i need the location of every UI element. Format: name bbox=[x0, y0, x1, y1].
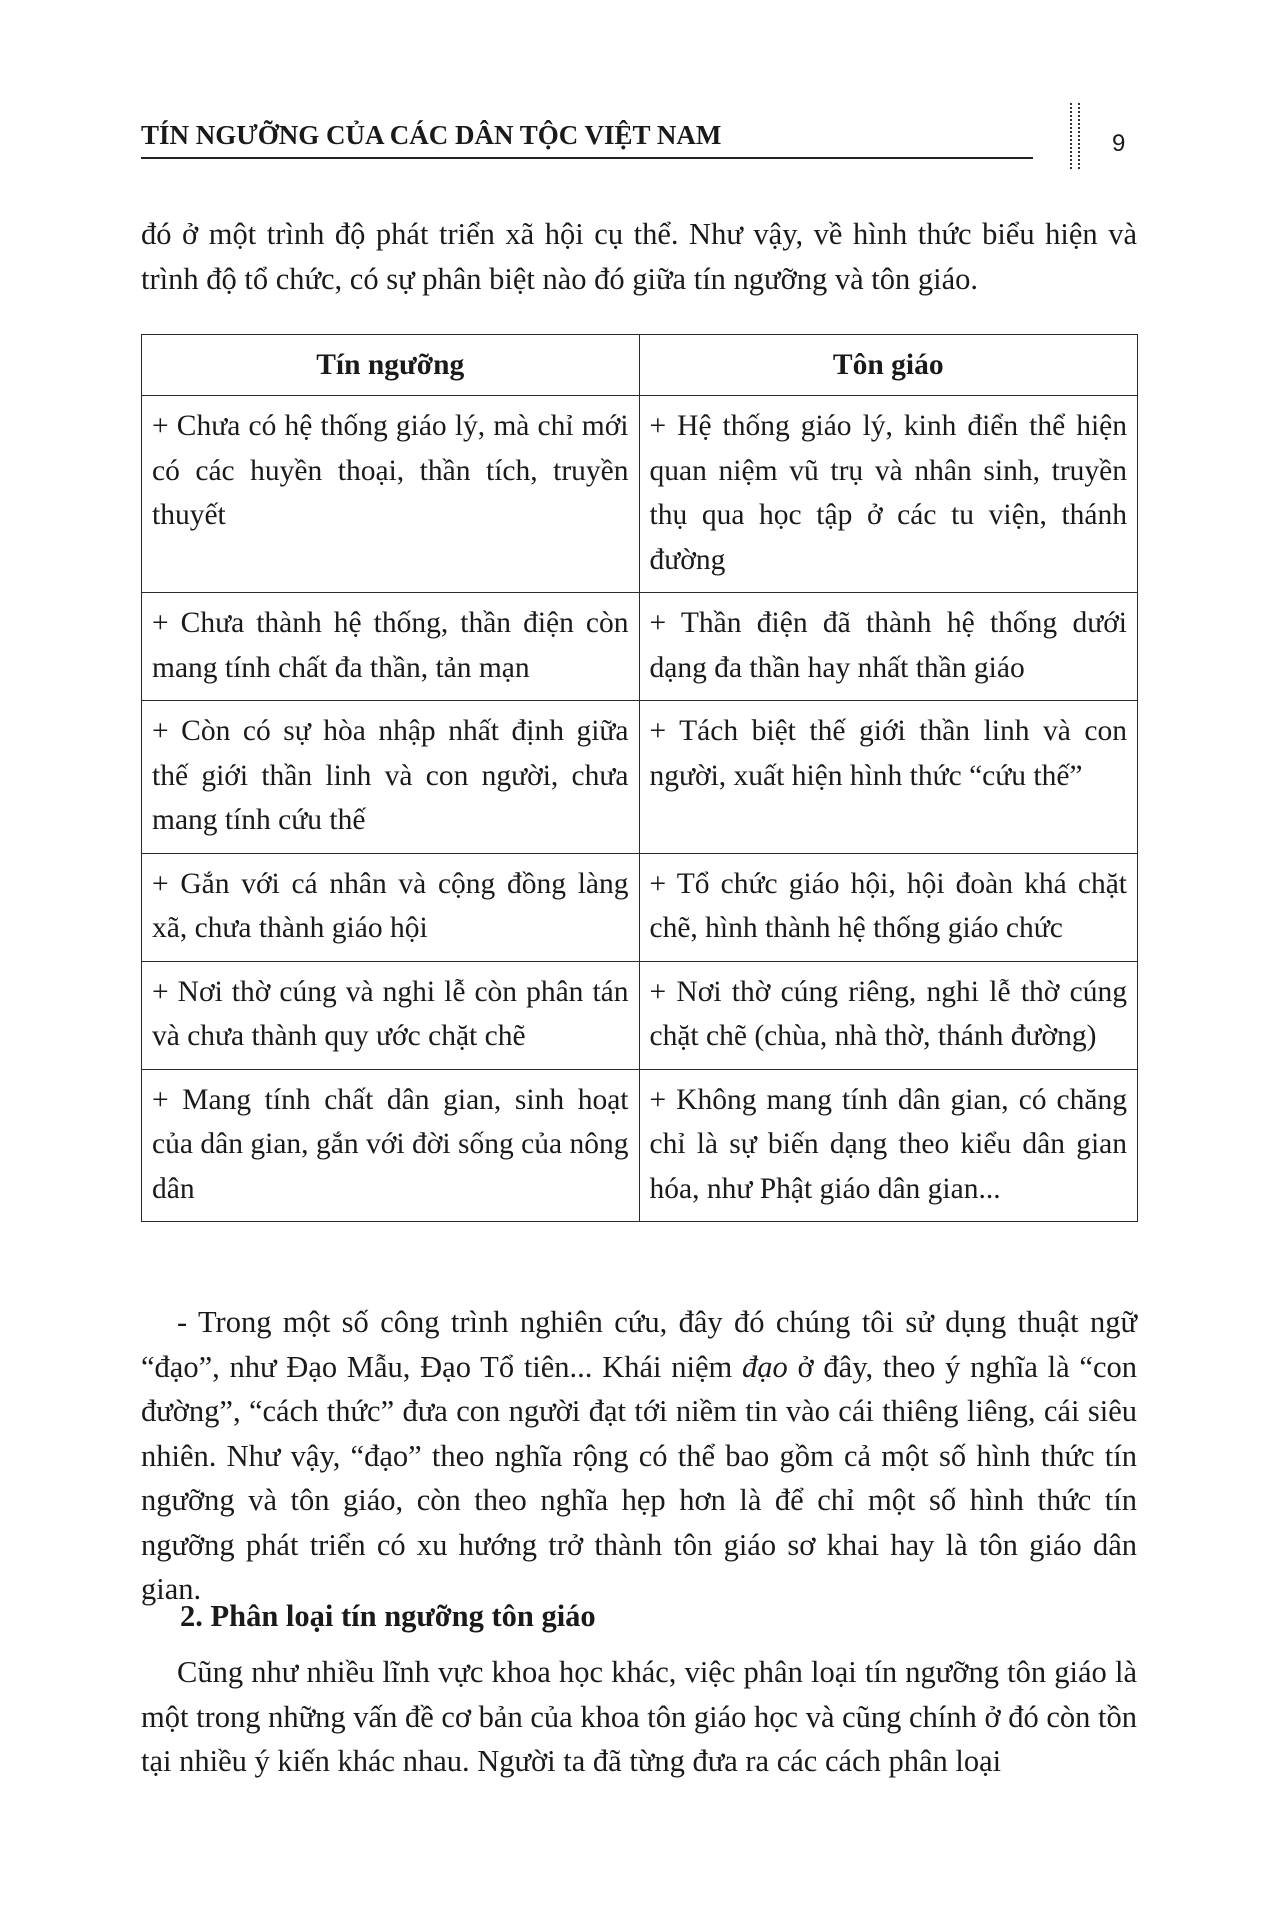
table-row bbox=[142, 1069, 1138, 1222]
table-cell-ton-giao: + Hệ thống giáo lý, kinh điển thể hiện quan niệm vũ trụ và nhân sinh, truyền thụ qua học tập ở các tu viện, thánh đường bbox=[639, 396, 1138, 593]
table-row bbox=[142, 961, 1138, 1069]
table-cell-ton-giao: + Tách biệt thế giới thần linh và con người, xuất hiện hình thức “cứu thế” bbox=[639, 701, 1138, 854]
header-rule bbox=[141, 157, 1033, 159]
intro-paragraph: đó ở một trình độ phát triển xã hội cụ thể. Như vậy, về hình thức biểu hiện và trình độ tổ chức, có sự phân biệt nào đó giữa tín ngưỡng và tôn giáo. bbox=[141, 217, 1137, 296]
table-row bbox=[142, 853, 1138, 961]
table-cell-tin-nguong: + Nơi thờ cúng và nghi lễ còn phân tán và chưa thành quy ước chặt chẽ bbox=[142, 961, 640, 1069]
table-header-row bbox=[142, 335, 1138, 396]
table-cell-tin-nguong: + Gắn với cá nhân và cộng đồng làng xã, chưa thành giáo hội bbox=[142, 853, 640, 961]
dao-paragraph-end: ở đây, theo ý nghĩa là “con đường”, “cách thức” đưa con người đạt tới niềm tin vào cái thiêng liêng, cái siêu nhiên. Như vậy, “đạo” theo nghĩa rộng có thể bao gồm cả một số hình thức tín ngưỡng và tôn giáo, còn theo nghĩa hẹp hơn là để chỉ một số hình thức tín ngưỡng phát triển có xu hướng trở thành tôn giáo sơ khai hay là tôn giáo dân gian. bbox=[141, 1349, 1138, 1606]
section-paragraph: Cũng như nhiều lĩnh vực khoa học khác, việc phân loại tín ngưỡng tôn giáo là một trong những vấn đề cơ bản của khoa tôn giáo học và cũng chính ở đó còn tồn tại nhiều ý kiến khác nhau. Người ta đã từng đưa ra các cách phân loại bbox=[141, 1655, 1137, 1778]
page-number: 9 bbox=[1112, 130, 1126, 157]
table-cell-tin-nguong: + Còn có sự hòa nhập nhất định giữa thế giới thần linh và con người, chưa mang tính cứu thế bbox=[142, 701, 640, 854]
table-row bbox=[142, 396, 1138, 593]
table-cell-ton-giao: + Thần điện đã thành hệ thống dưới dạng đa thần hay nhất thần giáo bbox=[639, 593, 1138, 701]
dao-paragraph-start: - Trong một số công trình nghiên cứu, đây đó chúng tôi sử dụng thuật ngữ “đạo”, như Đạo Mẫu, Đạo Tổ tiên... Khái niệm bbox=[141, 1305, 1137, 1384]
table-row bbox=[142, 701, 1138, 854]
table-row bbox=[142, 593, 1138, 701]
dao-italic-term: đạo bbox=[742, 1349, 788, 1384]
table-cell-ton-giao: + Tổ chức giáo hội, hội đoàn khá chặt chẽ, hình thành hệ thống giáo chức bbox=[639, 853, 1138, 961]
table-cell-ton-giao: + Không mang tính dân gian, có chăng chỉ là sự biến dạng theo kiểu dân gian hóa, như Phật giáo dân gian... bbox=[639, 1069, 1138, 1222]
header-ornament bbox=[1070, 103, 1080, 169]
column-header-tin-nguong: Tín ngưỡng bbox=[142, 335, 640, 396]
running-title: TÍN NGƯỠNG CỦA CÁC DÂN TỘC VIỆT NAM bbox=[141, 120, 722, 150]
table-cell-tin-nguong: + Chưa thành hệ thống, thần điện còn mang tính chất đa thần, tản mạn bbox=[142, 593, 640, 701]
dao-paragraph bbox=[141, 1300, 1137, 1612]
table-cell-ton-giao: + Nơi thờ cúng riêng, nghi lễ thờ cúng chặt chẽ (chùa, nhà thờ, thánh đường) bbox=[639, 961, 1138, 1069]
table-cell-tin-nguong: + Chưa có hệ thống giáo lý, mà chỉ mới có các huyền thoại, thần tích, truyền thuyết bbox=[142, 396, 640, 593]
section-heading: 2. Phân loại tín ngưỡng tôn giáo bbox=[180, 1599, 596, 1633]
table-cell-tin-nguong: + Mang tính chất dân gian, sinh hoạt của dân gian, gắn với đời sống của nông dân bbox=[142, 1069, 640, 1222]
column-header-ton-giao: Tôn giáo bbox=[639, 335, 1138, 396]
comparison-table bbox=[141, 334, 1138, 1222]
